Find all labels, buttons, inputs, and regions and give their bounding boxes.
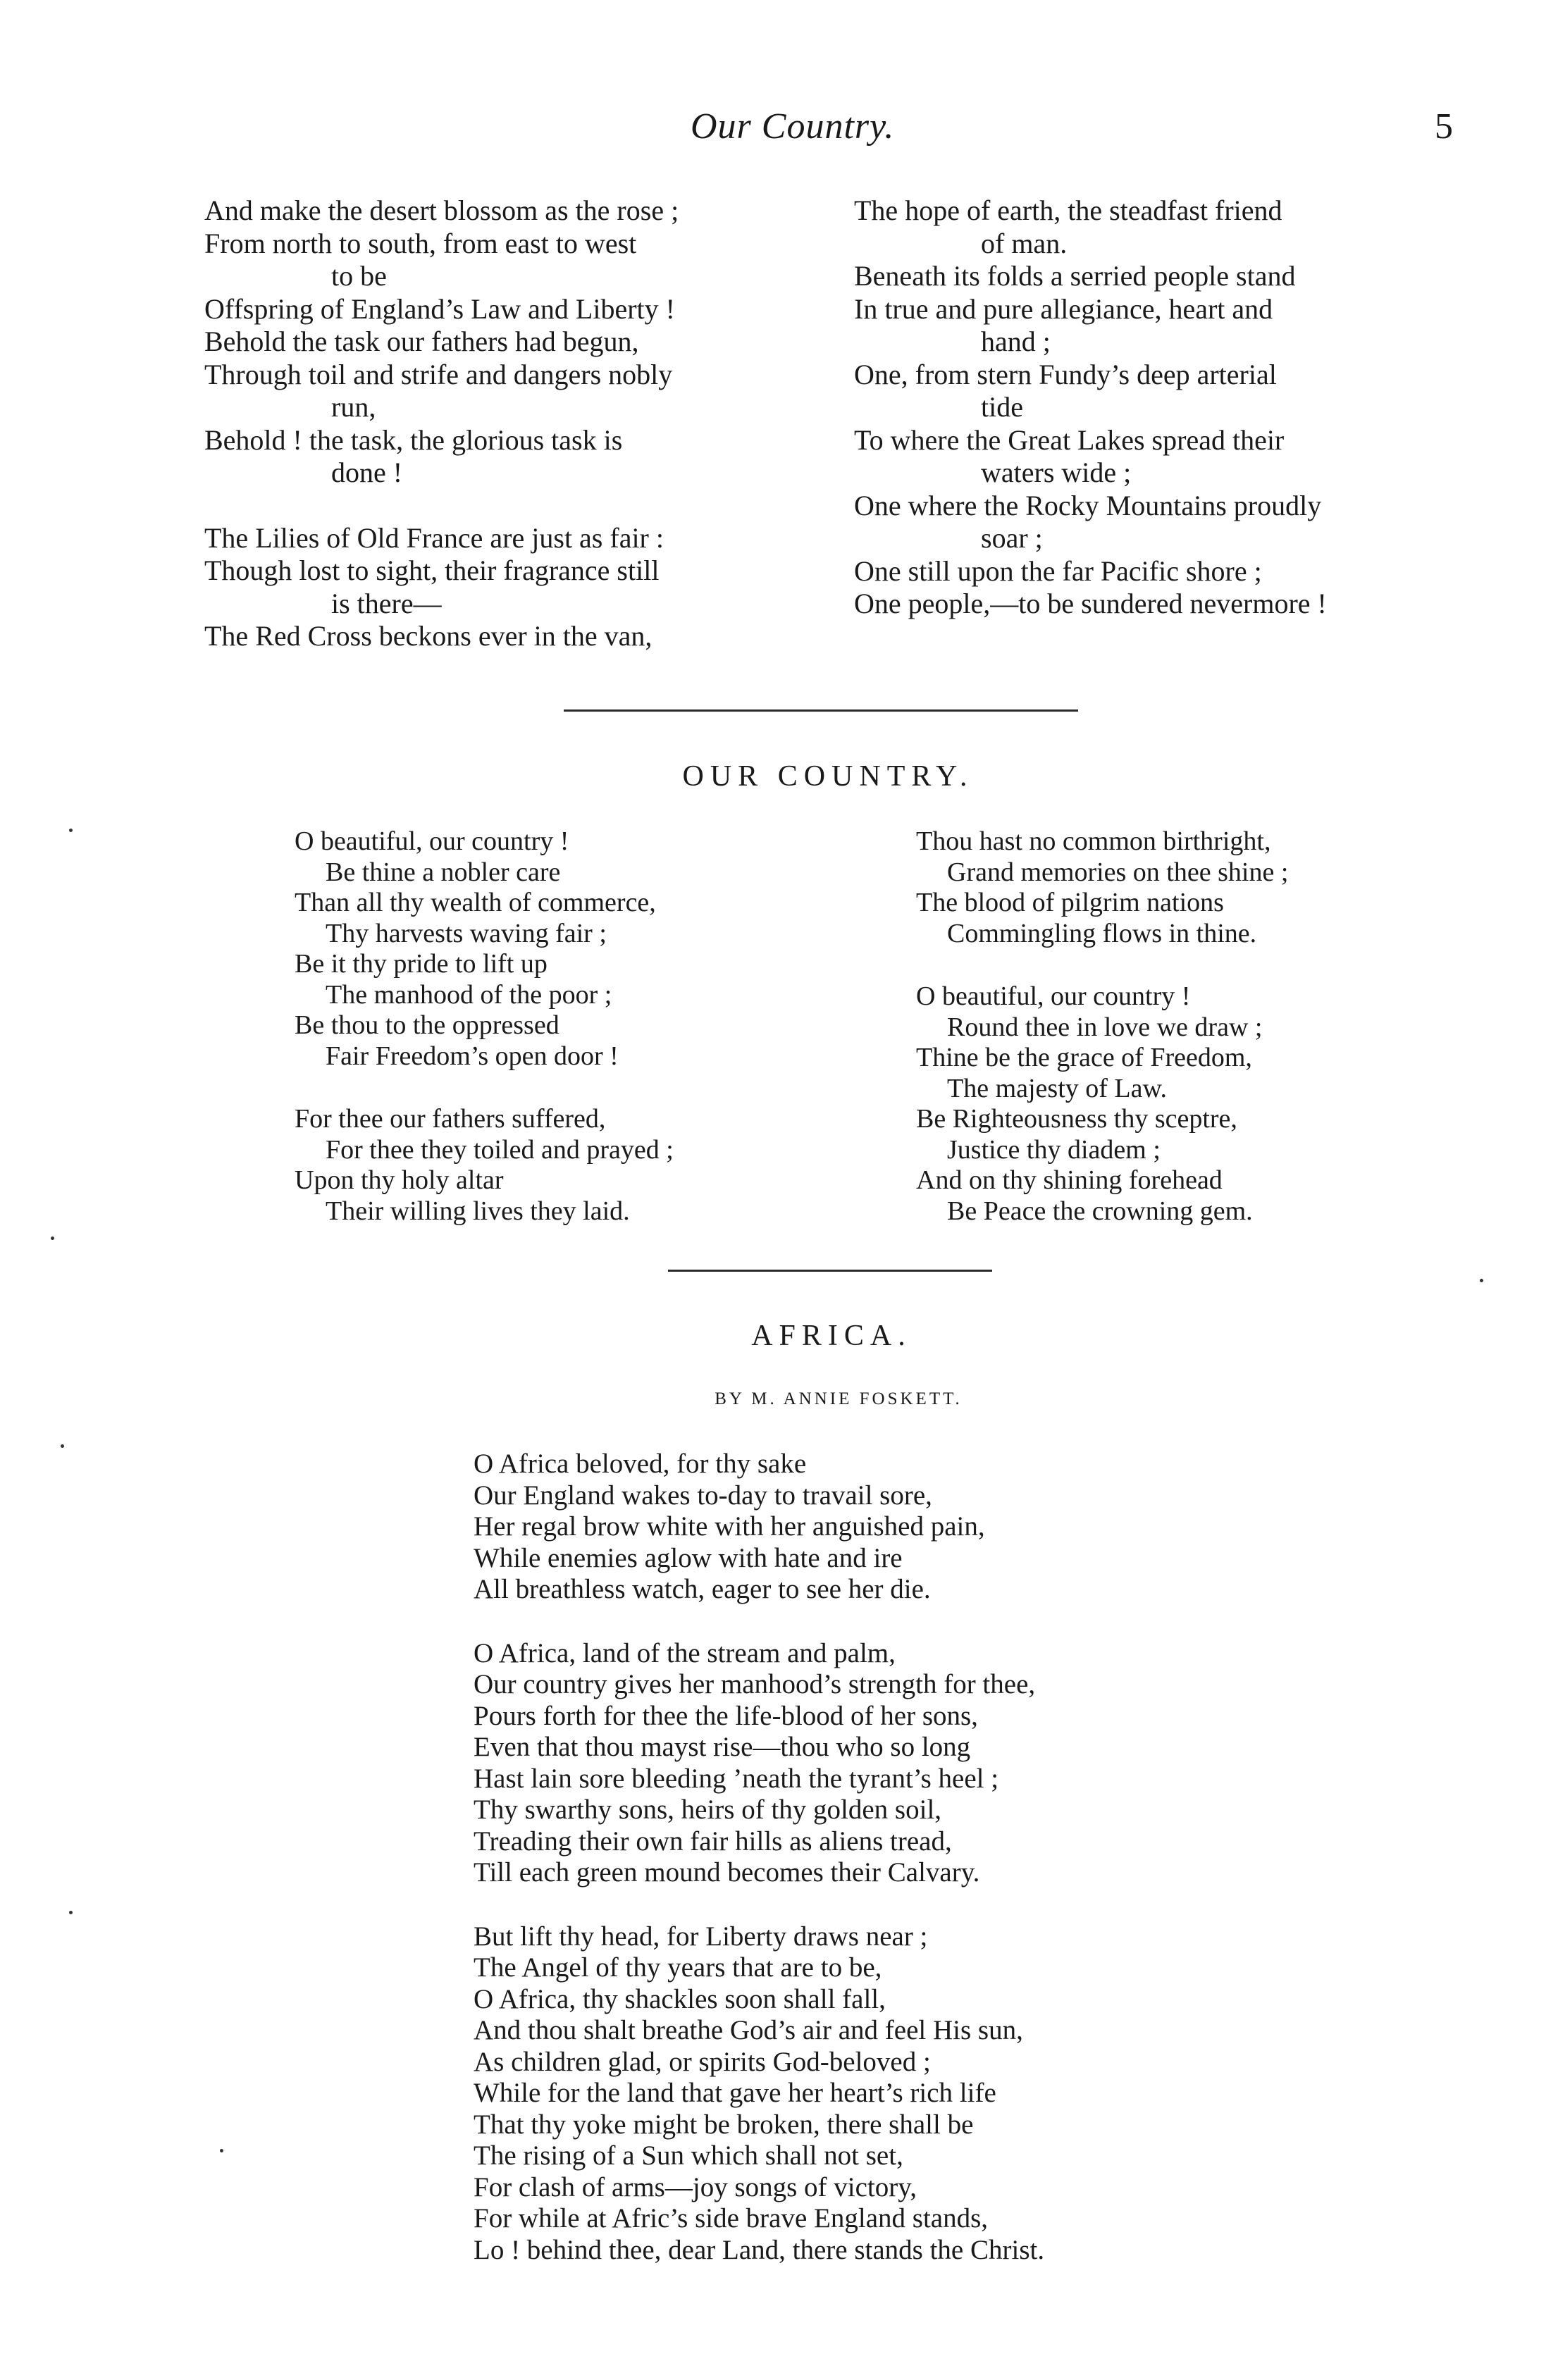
poem-line: Hast lain sore bleeding ’neath the tyrant’s heel ;	[474, 1763, 999, 1794]
poem-line: Thy swarthy sons, heirs of thy golden soil,	[474, 1795, 942, 1825]
poem-line: From north to south, from east to west	[204, 227, 637, 259]
stanza-gap	[204, 490, 679, 522]
africa-title: AFRICA.	[751, 1320, 912, 1352]
top-poem-left-column	[204, 194, 679, 653]
poem-line: tide	[981, 391, 1023, 423]
poem-line: Though lost to sight, their fragrance still	[204, 554, 660, 586]
poem-line: While enemies aglow with hate and ire	[474, 1542, 903, 1573]
scan-speck	[220, 2149, 223, 2152]
africa-poem	[474, 1449, 1044, 2266]
stanza-gap	[295, 1072, 674, 1104]
poem-line: Be thine a nobler care	[326, 857, 561, 887]
poem-line: Pours forth for thee the life-blood of her sons,	[474, 1700, 978, 1731]
poem-line: Round thee in love we draw ;	[947, 1012, 1263, 1042]
poem-line: And make the desert blossom as the rose ;	[204, 194, 679, 226]
our-country-left-column	[295, 826, 674, 1227]
poem-line: While for the land that gave her heart’s rich life	[474, 2078, 996, 2108]
poem-line: One still upon the far Pacific shore ;	[854, 554, 1262, 587]
poem-line: The Angel of thy years that are to be,	[474, 1952, 882, 1983]
poem-line: For clash of arms—joy songs of victory,	[474, 2171, 917, 2202]
poem-line: Beneath its folds a serried people stand	[854, 260, 1296, 292]
scan-speck	[1480, 1279, 1483, 1282]
poem-line: Be it thy pride to lift up	[295, 949, 548, 979]
poem-line: Fair Freedom’s open door !	[326, 1041, 619, 1071]
scan-speck	[61, 1444, 64, 1448]
poem-line: The majesty of Law.	[947, 1073, 1167, 1103]
poem-line: The manhood of the poor ;	[326, 979, 612, 1010]
poem-line: O beautiful, our country !	[916, 981, 1191, 1011]
poem-line: done !	[331, 457, 403, 488]
poem-line: Their willing lives they laid.	[326, 1196, 630, 1226]
poem-line: One, from stern Fundy’s deep arterial	[854, 358, 1277, 390]
poem-line: One where the Rocky Mountains proudly	[854, 489, 1322, 521]
poem-line: Lo ! behind thee, dear Land, there stands the Christ.	[474, 2234, 1045, 2265]
poem-line: Upon thy holy altar	[295, 1165, 504, 1195]
stanza-gap	[916, 949, 1288, 981]
poem-line: But lift thy head, for Liberty draws near ;	[474, 1921, 928, 1952]
poem-line: is there—	[331, 587, 442, 619]
poem-line: O Africa beloved, for thy sake	[474, 1449, 807, 1479]
stanza-gap	[474, 1606, 1044, 1638]
poem-line: Be thou to the oppressed	[295, 1010, 559, 1040]
poem-line: Grand memories on thee shine ;	[947, 857, 1289, 887]
poem-line: O beautiful, our country !	[295, 826, 569, 856]
poem-line: The Red Cross beckons ever in the van,	[204, 620, 653, 652]
poem-line: One people,—to be sundered nevermore !	[854, 588, 1327, 619]
poem-line: Our England wakes to-day to travail sore,	[474, 1480, 932, 1511]
poem-line: That thy yoke might be broken, there shall be	[474, 2109, 974, 2140]
our-country-right-column	[916, 826, 1288, 1227]
poem-line: waters wide ;	[981, 457, 1132, 488]
poem-line: Our country gives her manhood’s strength for thee,	[474, 1669, 1036, 1699]
poem-line: For thee they toiled and prayed ;	[326, 1134, 674, 1165]
poem-line: Treading their own fair hills as aliens tread,	[474, 1826, 952, 1857]
poem-line: For while at Afric’s side brave England stands,	[474, 2203, 989, 2233]
scan-speck	[69, 1911, 73, 1914]
poem-line: To where the Great Lakes spread their	[854, 423, 1285, 456]
poem-line: As children glad, or spirits God-beloved ;	[474, 2046, 931, 2077]
poem-line: Through toil and strife and dangers nobly	[204, 358, 673, 390]
poem-line: O Africa, thy shackles soon shall fall,	[474, 1983, 886, 2014]
scan-speck	[51, 1237, 54, 1240]
poem-line: Justice thy diadem ;	[947, 1134, 1161, 1165]
page-number: 5	[1435, 106, 1453, 147]
poem-line: Behold ! the task, the glorious task is	[204, 423, 623, 456]
poem-line: soar ;	[981, 522, 1043, 554]
poem-line: All breathless watch, eager to see her die.	[474, 1574, 931, 1604]
poem-line: Her regal brow white with her anguished pain,	[474, 1511, 985, 1542]
poem-line: The Lilies of Old France are just as fair :	[204, 521, 664, 554]
poem-line: Thou hast no common birthright,	[916, 826, 1271, 856]
poem-line: hand ;	[981, 326, 1051, 357]
poem-line: Till each green mound becomes their Calvary.	[474, 1857, 980, 1888]
africa-byline: BY M. ANNIE FOSKETT.	[715, 1389, 963, 1408]
poem-line: The rising of a Sun which shall not set,	[474, 2140, 903, 2171]
poem-line: And on thy shining forehead	[916, 1165, 1223, 1195]
section-divider	[668, 1270, 992, 1272]
poem-line: In true and pure allegiance, heart and	[854, 292, 1273, 325]
poem-line: Thy harvests waving fair ;	[326, 918, 607, 948]
poem-line: to be	[331, 260, 387, 292]
poem-line: Offspring of England’s Law and Liberty !	[204, 292, 675, 325]
poem-line: And thou shalt breathe God’s air and feel His sun,	[474, 2015, 1023, 2045]
poem-line: Thine be the grace of Freedom,	[916, 1043, 1252, 1072]
section-divider	[564, 709, 1078, 712]
our-country-title: OUR COUNTRY.	[682, 760, 974, 793]
poem-line: O Africa, land of the stream and palm,	[474, 1637, 896, 1668]
poem-line: Than all thy wealth of commerce,	[295, 888, 656, 917]
scan-speck	[69, 829, 73, 832]
poem-line: Be Righteousness thy sceptre,	[916, 1104, 1237, 1134]
poem-line: For thee our fathers suffered,	[295, 1104, 606, 1134]
poem-line: Be Peace the crowning gem.	[947, 1196, 1253, 1226]
poem-line: The blood of pilgrim nations	[916, 888, 1224, 917]
poem-line: Commingling flows in thine.	[947, 918, 1257, 948]
top-poem-right-column	[854, 194, 1327, 621]
running-title: Our Country.	[691, 106, 895, 147]
stanza-gap	[474, 1889, 1044, 1921]
poem-line: Behold the task our fathers had begun,	[204, 326, 639, 357]
poem-line: run,	[331, 391, 376, 423]
poem-line: The hope of earth, the steadfast friend	[854, 194, 1282, 226]
poem-line: Even that thou mayst rise—thou who so long	[474, 1732, 971, 1762]
poem-line: of man.	[981, 227, 1068, 259]
